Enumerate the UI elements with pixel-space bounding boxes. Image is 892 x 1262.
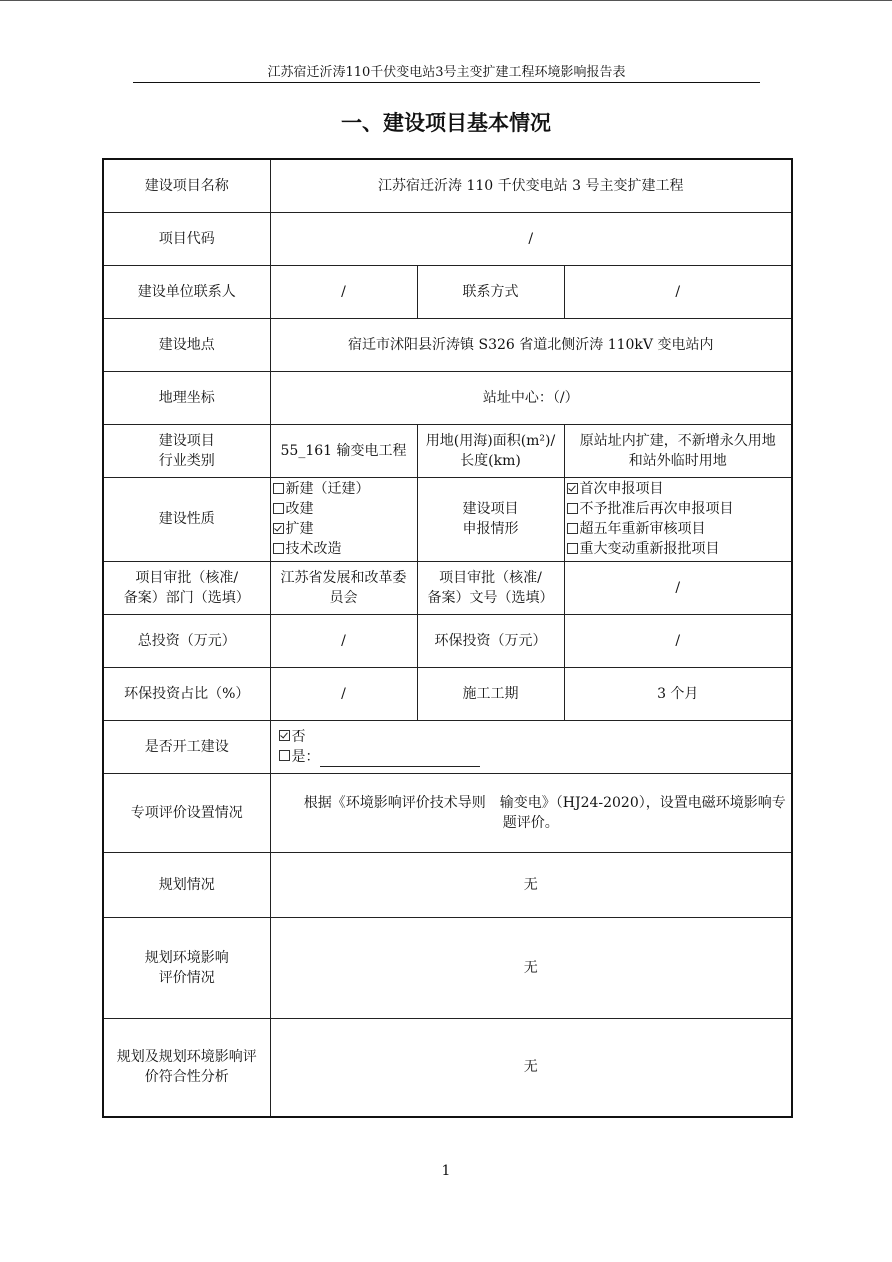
row-nature bbox=[103, 477, 792, 561]
label-land-area bbox=[417, 424, 564, 477]
label-approval-no-line1: 项目审批（核准/ bbox=[439, 569, 542, 586]
row-planning-eia bbox=[103, 917, 792, 1018]
row-compliance bbox=[103, 1018, 792, 1117]
declaration-option-five-year[interactable]: 超五年重新审核项目 bbox=[567, 519, 790, 539]
value-env-ratio: / bbox=[270, 667, 417, 720]
nature-option-expand[interactable]: 扩建 bbox=[273, 519, 415, 539]
row-project-name bbox=[103, 159, 792, 212]
nature-option-tech[interactable]: 技术改造 bbox=[273, 539, 415, 559]
row-coordinates bbox=[103, 371, 792, 424]
label-special-eval: 专项评价设置情况 bbox=[103, 773, 270, 852]
declaration-options bbox=[564, 477, 792, 561]
value-approval-no: / bbox=[564, 561, 792, 614]
row-industry bbox=[103, 424, 792, 477]
row-started bbox=[103, 720, 792, 773]
label-construction-period: 施工工期 bbox=[417, 667, 564, 720]
nature-options bbox=[270, 477, 417, 561]
value-coordinates: 站址中心：（/） bbox=[270, 371, 792, 424]
label-industry bbox=[103, 424, 270, 477]
value-construction-period: 3 个月 bbox=[564, 667, 792, 720]
started-yes-blank[interactable] bbox=[320, 752, 480, 767]
header-rule bbox=[133, 82, 760, 83]
label-industry-line1: 建设项目 bbox=[158, 432, 215, 449]
value-total-investment: / bbox=[270, 614, 417, 667]
started-option-no[interactable]: 否 bbox=[279, 727, 790, 747]
row-approval bbox=[103, 561, 792, 614]
label-declaration-line1: 建设项目 bbox=[462, 501, 519, 517]
label-env-investment: 环保投资（万元） bbox=[417, 614, 564, 667]
started-option-yes[interactable]: 是： bbox=[279, 747, 790, 767]
value-planning: 无 bbox=[270, 852, 792, 917]
label-approval-dept-line2: 备案）部门（选填） bbox=[123, 589, 250, 606]
declaration-option-resubmit[interactable]: 不予批准后再次申报项目 bbox=[567, 499, 790, 519]
page-top-border bbox=[0, 0, 892, 1]
label-planning: 规划情况 bbox=[103, 852, 270, 917]
value-location: 宿迁市沭阳县沂涛镇 S326 省道北侧沂涛 110kV 变电站内 bbox=[270, 318, 792, 371]
checkbox-checked-icon bbox=[279, 730, 290, 741]
value-special-eval: 根据《环境影响评价技术导则 输变电》（HJ24-2020），设置电磁环境影响专题评价。 bbox=[270, 773, 792, 852]
value-industry: 55_161 输变电工程 bbox=[270, 424, 417, 477]
row-location bbox=[103, 318, 792, 371]
value-land-area-line1: 原站址内扩建，不新增永久用地 bbox=[579, 432, 776, 449]
checkbox-icon bbox=[273, 483, 284, 494]
running-header: 江苏宿迁沂涛110千伏变电站3号主变扩建工程环境影响报告表 bbox=[267, 65, 626, 80]
declaration-option-first[interactable]: 首次申报项目 bbox=[567, 479, 790, 499]
label-project-name: 建设项目名称 bbox=[103, 159, 270, 212]
value-project-name: 江苏宿迁沂涛 110 千伏变电站 3 号主变扩建工程 bbox=[270, 159, 792, 212]
checkbox-icon bbox=[567, 503, 578, 514]
value-contact-method: / bbox=[564, 265, 792, 318]
label-location: 建设地点 bbox=[103, 318, 270, 371]
label-declaration-line2: 申报情形 bbox=[462, 521, 519, 537]
nature-option-rebuild[interactable]: 改建 bbox=[273, 499, 415, 519]
label-project-code: 项目代码 bbox=[103, 212, 270, 265]
label-env-ratio: 环保投资占比（%） bbox=[103, 667, 270, 720]
label-planning-eia-line2: 评价情况 bbox=[158, 969, 215, 986]
label-land-area-line2: 长度(km) bbox=[460, 452, 521, 469]
row-investment bbox=[103, 614, 792, 667]
label-approval-no-line2: 备案）文号（选填） bbox=[427, 589, 554, 606]
value-approval-dept-line1: 江苏省发展和改革委 bbox=[280, 569, 407, 586]
label-coordinates: 地理坐标 bbox=[103, 371, 270, 424]
label-approval-no bbox=[417, 561, 564, 614]
declaration-option-major-change[interactable]: 重大变动重新报批项目 bbox=[567, 539, 790, 559]
label-nature: 建设性质 bbox=[103, 477, 270, 561]
value-approval-dept bbox=[270, 561, 417, 614]
row-special-eval bbox=[103, 773, 792, 852]
row-planning bbox=[103, 852, 792, 917]
label-industry-line2: 行业类别 bbox=[158, 452, 215, 469]
checkbox-checked-icon bbox=[567, 483, 578, 494]
checkbox-icon bbox=[273, 543, 284, 554]
value-contact-person: / bbox=[270, 265, 417, 318]
row-project-code bbox=[103, 212, 792, 265]
label-compliance-line2: 价符合性分析 bbox=[144, 1069, 229, 1086]
project-info-table bbox=[102, 158, 793, 1118]
checkbox-icon bbox=[279, 750, 290, 761]
row-contact bbox=[103, 265, 792, 318]
label-approval-dept bbox=[103, 561, 270, 614]
label-land-area-line1: 用地(用海)面积(m²)/ bbox=[425, 432, 556, 449]
value-approval-dept-line2: 员会 bbox=[329, 589, 358, 606]
label-total-investment: 总投资（万元） bbox=[103, 614, 270, 667]
value-land-area bbox=[564, 424, 792, 477]
label-started: 是否开工建设 bbox=[103, 720, 270, 773]
value-compliance: 无 bbox=[270, 1018, 792, 1117]
label-contact-person: 建设单位联系人 bbox=[103, 265, 270, 318]
row-ratio bbox=[103, 667, 792, 720]
checkbox-icon bbox=[273, 503, 284, 514]
label-approval-dept-line1: 项目审批（核准/ bbox=[135, 569, 239, 586]
label-contact-method: 联系方式 bbox=[417, 265, 564, 318]
label-planning-eia bbox=[103, 917, 270, 1018]
started-options bbox=[270, 720, 792, 773]
checkbox-icon bbox=[567, 543, 578, 554]
value-env-investment: / bbox=[564, 614, 792, 667]
checkbox-checked-icon bbox=[273, 523, 284, 534]
label-declaration bbox=[417, 477, 564, 561]
value-planning-eia: 无 bbox=[270, 917, 792, 1018]
section-title: 一、建设项目基本情况 bbox=[341, 111, 551, 135]
label-compliance-line1: 规划及规划环境影响评 bbox=[116, 1049, 257, 1066]
checkbox-icon bbox=[567, 523, 578, 534]
label-compliance bbox=[103, 1018, 270, 1117]
value-land-area-line2: 和站外临时用地 bbox=[628, 452, 727, 469]
value-project-code: / bbox=[270, 212, 792, 265]
nature-option-new[interactable]: 新建（迁建） bbox=[273, 479, 415, 499]
label-planning-eia-line1: 规划环境影响 bbox=[144, 949, 229, 966]
page-number: 1 bbox=[441, 1163, 451, 1179]
